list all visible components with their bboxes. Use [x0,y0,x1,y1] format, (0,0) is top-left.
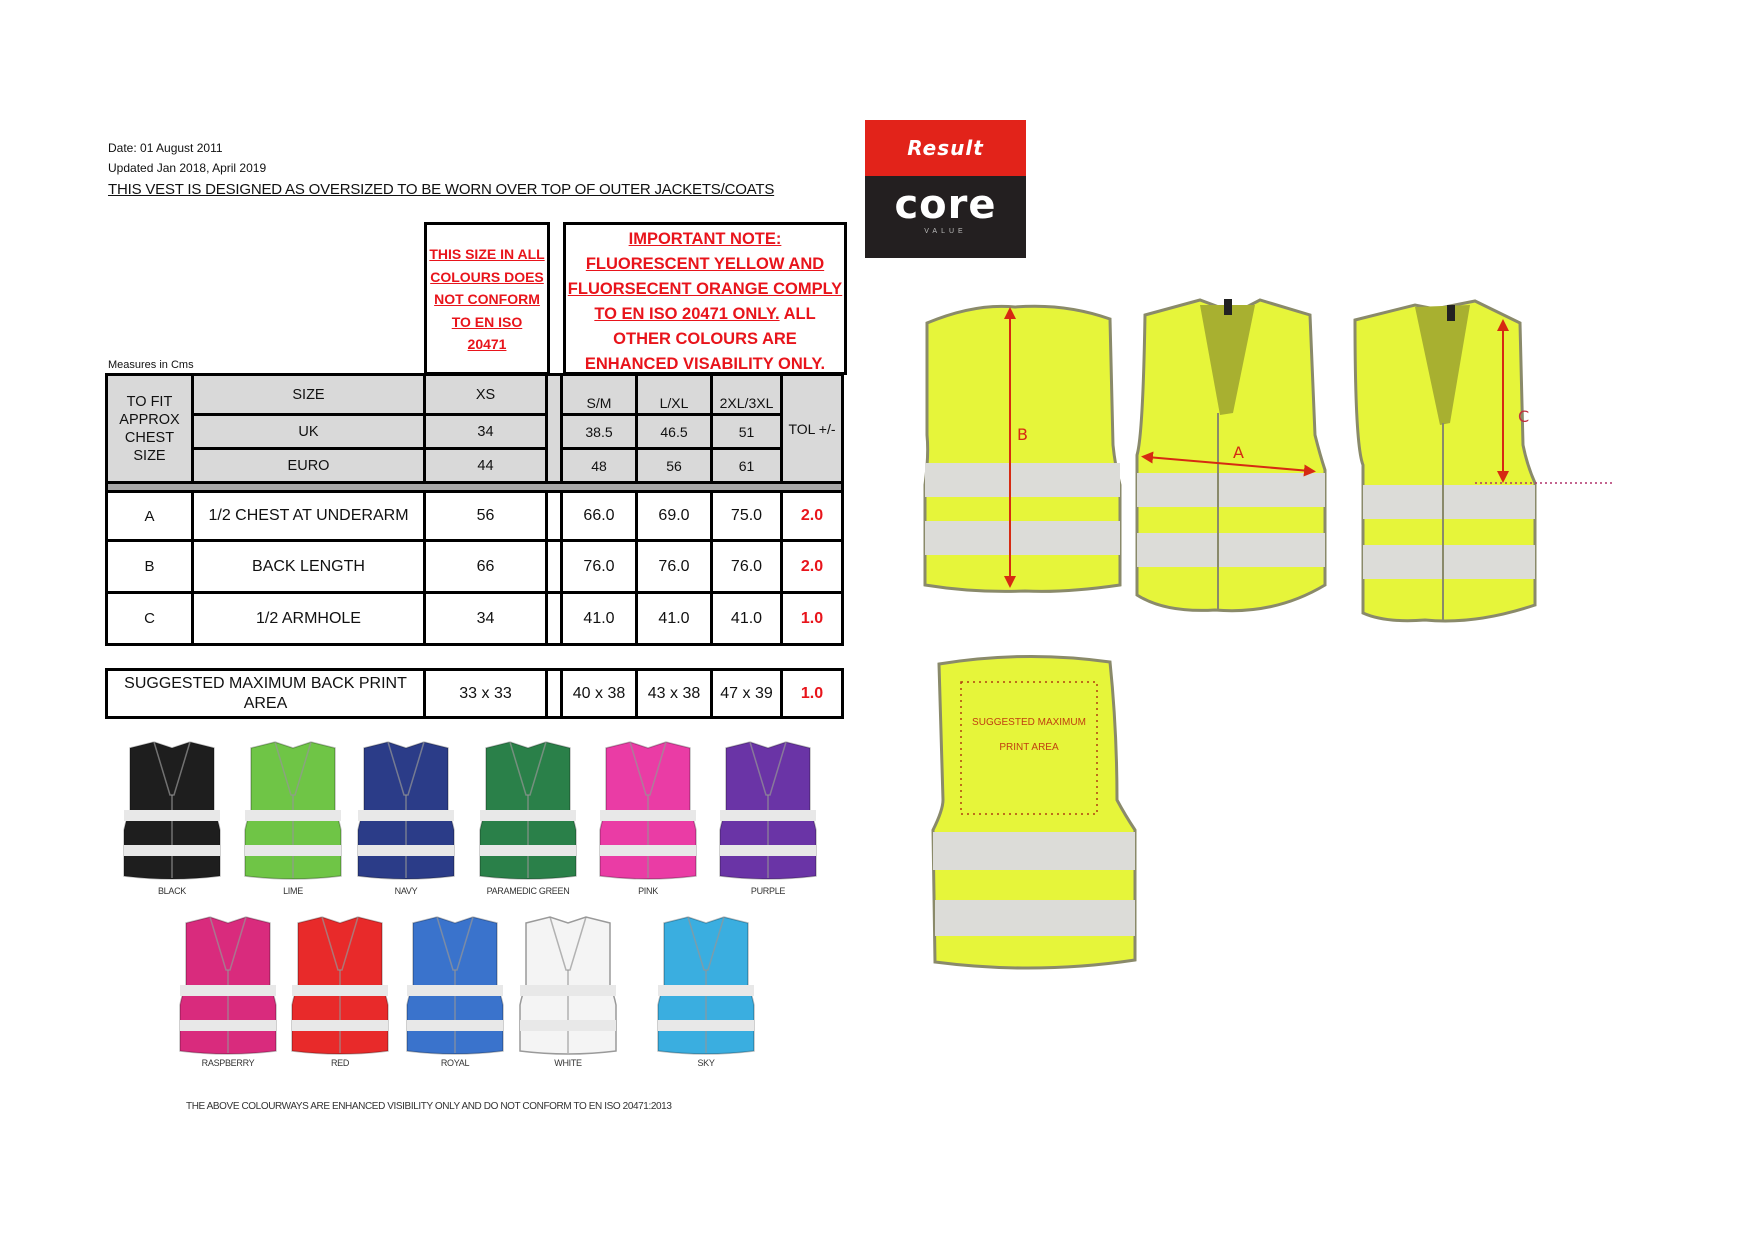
colourway-vest [122,740,222,882]
measure-value: 69.0 [637,492,712,541]
print-value: 40 x 38 [562,670,637,718]
row-label: UK [193,415,425,449]
note-fragment: TO EN ISO 20471 ONLY. [594,305,780,323]
divider-cell [107,483,843,492]
colourway-label: RASPBERRY [201,1058,255,1068]
tolerance-value: 2.0 [782,541,843,593]
logo-dark-panel [865,176,1026,258]
measure-value: 76.0 [637,541,712,593]
colourway-label: PINK [638,886,658,896]
tol-label: TOL +/- [782,375,843,483]
note-line: FLUORESCENT YELLOW AND [585,255,825,273]
spacer-cell [547,541,562,593]
colourway-label: WHITE [554,1058,582,1068]
colourway-vest [598,740,698,882]
fit-label: TO FIT APPROX CHEST SIZE [107,375,193,483]
print-area-label: SUGGESTED MAXIMUM BACK PRINT AREA [107,670,425,718]
colourway-label: RED [330,1058,350,1068]
measure-code: C [107,593,193,645]
measure-code: A [107,492,193,541]
colourway-vest [243,740,343,882]
oversize-statement: THIS VEST IS DESIGNED AS OVERSIZED TO BE WORN OVER TOP OF OUTER JACKETS/COATS [108,181,775,198]
colourway-vest [356,740,456,882]
measurement-diagram [915,295,1635,635]
print-value: 47 x 39 [712,670,782,718]
size-cell: 2XL/3XL [712,375,782,415]
size-cell: 51 [712,415,782,449]
note-line: FLUORSECENT ORANGE COMPLY [567,280,843,298]
measure-value: 75.0 [712,492,782,541]
spacer-cell [547,375,562,483]
print-area-table [105,668,844,719]
row-label: SIZE [193,375,425,415]
size-cell: 46.5 [637,415,712,449]
table-divider [107,483,843,492]
note-line: OTHER COLOURS ARE [613,330,797,348]
measure-name: 1/2 CHEST AT UNDERARM [193,492,425,541]
colourway-label: PURPLE [750,886,786,896]
colourway-label: SKY [697,1058,715,1068]
note-line: COLOURS DOES [430,268,544,285]
xs-value: 34 [425,593,547,645]
xs-cell: 34 [425,415,547,449]
spacer-cell [547,670,562,718]
note-line: NOT CONFORM [434,291,540,307]
print-area-diagram [925,650,1155,990]
colourway-vest [518,915,618,1057]
note-line: TO EN ISO [451,313,523,330]
spacer-cell [547,492,562,541]
measure-code: B [107,541,193,593]
logo-tag: VALUE [924,228,967,235]
size-cell: 38.5 [562,415,637,449]
size-cell: 61 [712,449,782,483]
measure-row-c [107,593,843,645]
important-note [563,222,847,375]
label-a: A [1233,443,1244,462]
colourway-label: ROYAL [440,1058,470,1068]
colourway-label: BLACK [157,886,186,896]
xs-value: 56 [425,492,547,541]
colourway-vest [405,915,505,1057]
size-cell: 56 [637,449,712,483]
note-line: 20471 [467,336,507,352]
euro-row [107,449,843,483]
colourway-label: PARAMEDIC GREEN [486,886,570,896]
size-cell: L/XL [637,375,712,415]
note-line: IMPORTANT NOTE: [628,230,782,248]
xs-cell: XS [425,375,547,415]
colourway-vest [290,915,390,1057]
logo-brand: Result [865,120,1026,176]
measure-row-a [107,492,843,541]
spacer-cell [547,593,562,645]
date-text: Date: 01 August 2011 [108,141,223,155]
measure-value: 76.0 [562,541,637,593]
colourway-vest [178,915,278,1057]
print-area-text: PRINT AREA [999,742,1059,753]
measure-value: 41.0 [712,593,782,645]
print-value: 43 x 38 [637,670,712,718]
row-label: EURO [193,449,425,483]
colourway-disclaimer: THE ABOVE COLOURWAYS ARE ENHANCED VISIBILITY ONLY AND DO NOT CONFORM TO EN ISO 20471:2013 [186,1101,672,1112]
back-vest-diagram [925,306,1120,591]
xs-value: 66 [425,541,547,593]
logo-core-text: core [894,182,997,228]
note-fragment: ALL [783,305,816,323]
tolerance-value: 1.0 [782,593,843,645]
xs-cell: 44 [425,449,547,483]
measure-name: 1/2 ARMHOLE [193,593,425,645]
colourway-vest [718,740,818,882]
colourway-label: NAVY [394,886,418,896]
measure-row-b [107,541,843,593]
xs-conformity-note [424,222,550,375]
size-row [107,375,843,415]
note-line: THIS SIZE IN ALL [429,246,545,262]
updated-text: Updated Jan 2018, April 2019 [108,161,267,175]
result-core-logo [865,120,1026,258]
measure-value: 76.0 [712,541,782,593]
xs-value: 33 x 33 [425,670,547,718]
print-area-text: SUGGESTED MAXIMUM [972,717,1086,728]
side-vest-diagram [1355,301,1615,621]
tolerance-value: 1.0 [782,670,843,718]
print-area-row [107,670,843,718]
measure-value: 41.0 [562,593,637,645]
measure-value: 41.0 [637,593,712,645]
label-b: B [1017,425,1028,444]
measure-value: 66.0 [562,492,637,541]
size-cell: S/M [562,375,637,415]
front-vest-diagram [1137,299,1325,611]
colourway-label: LIME [283,886,303,896]
note-line: ENHANCED VISABILITY ONLY. [584,355,826,373]
size-table [105,373,844,646]
uk-row [107,415,843,449]
label-c: C [1518,407,1530,426]
colourway-vest [478,740,578,882]
tolerance-value: 2.0 [782,492,843,541]
note-line [566,302,844,327]
size-cell: 48 [562,449,637,483]
measures-unit: Measures in Cms [108,359,194,371]
measure-name: BACK LENGTH [193,541,425,593]
colourway-vest [656,915,756,1057]
